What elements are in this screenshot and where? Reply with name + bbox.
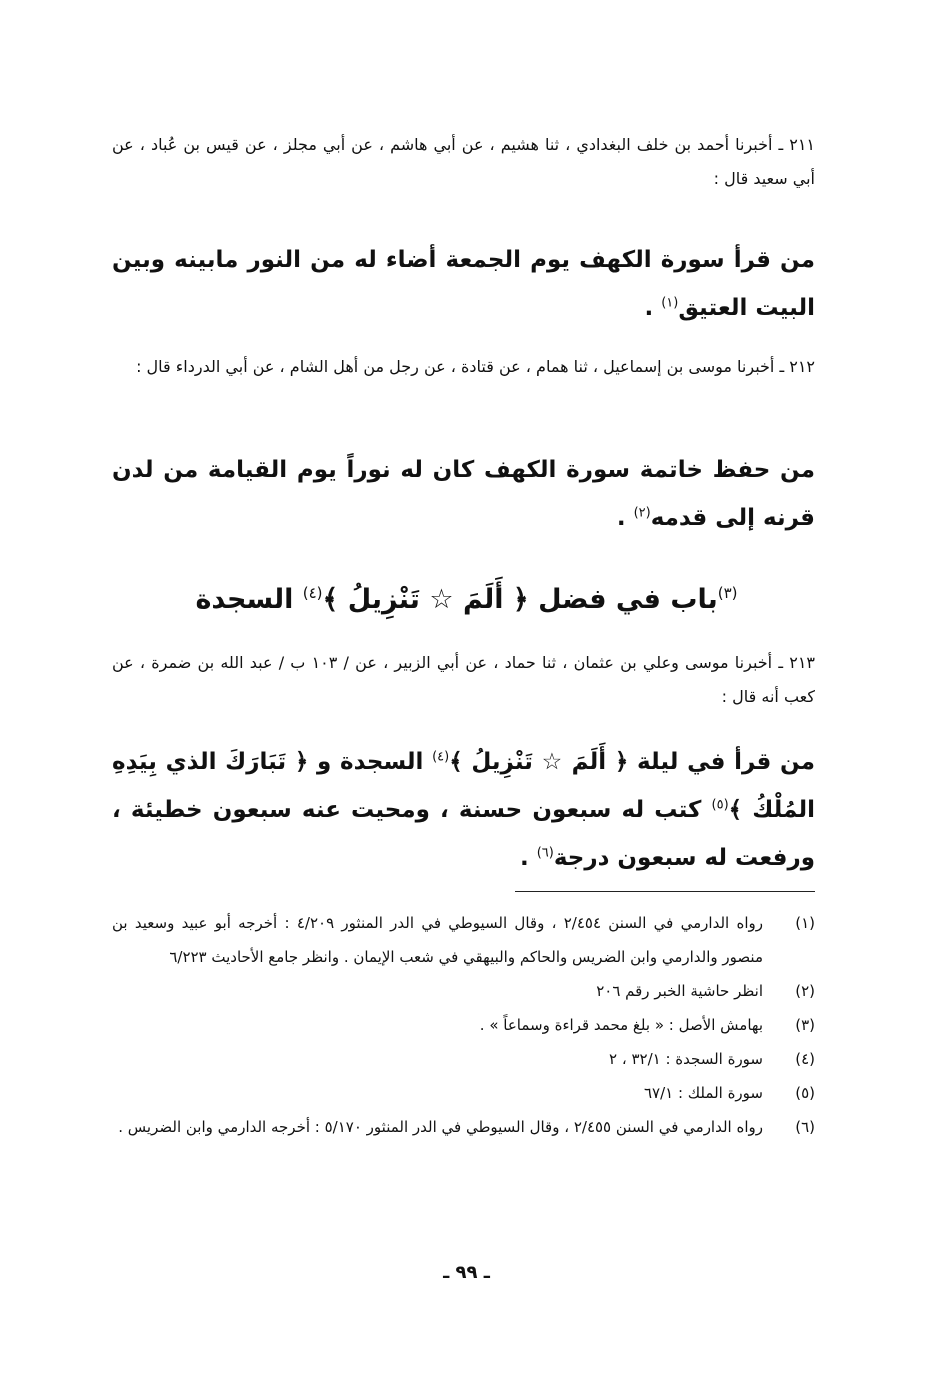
hadith-213-matn-part-1: من قرأ في ليلة ﴿ أَلَمَ ☆ تَنْزِيلُ ﴾	[449, 749, 815, 775]
footnote-item	[112, 1110, 815, 1144]
footnote-ref-1[interactable]: (١)	[661, 295, 679, 311]
footnote-number: (٢)	[795, 982, 815, 1000]
hadith-211-isnad: ٢١١ ـ أخبرنا أحمد بن خلف البغدادي ، ثنا هشيم ، عن أبي هاشم ، عن أبي مجلز ، عن قيس بن عُباد ، عن أبي سعيد قال :	[112, 135, 815, 188]
hadith-213-matn-part-3: كتب له سبعون حسنة ، ومحيت عنه سبعون خطيئة ، ورفعت له سبعون درجة	[112, 797, 815, 871]
hadith-213-isnad: ٢١٣ ـ أخبرنا موسى وعلي بن عثمان ، ثنا حماد ، عن أبي الزبير ، عن / ١٠٣ ب / عبد الله بن ضمرة ، عن كعب أنه قال :	[112, 653, 815, 706]
footnotes	[112, 906, 815, 1144]
footnote-number: (٤)	[795, 1050, 815, 1068]
hadith-212-isnad: ٢١٢ ـ أخبرنا موسى بن إسماعيل ، ثنا همام ، عن قتادة ، عن رجل من أهل الشام ، عن أبي الدرداء قال :	[136, 357, 815, 376]
footnote-item	[112, 1042, 815, 1076]
footnote-item	[112, 1008, 815, 1042]
chapter-heading-text: باب في فضل ﴿ أَلَمَ ☆ تَنْزِيلُ ﴾	[322, 584, 718, 615]
chapter-heading-surah: السجدة	[195, 584, 303, 615]
footnote-ref-4b[interactable]: (٤)	[432, 749, 450, 765]
footnote-item	[112, 974, 815, 1008]
hadith-212-matn: من حفظ خاتمة سورة الكهف كان له نوراً يوم القيامة من لدن قرنه إلى قدمه	[112, 457, 815, 531]
hadith-211-end: .	[644, 295, 662, 321]
footnote-text: سورة السجدة : ٣٢/١ ، ٢	[609, 1050, 763, 1068]
chapter-heading	[0, 580, 933, 620]
footnote-number: (١)	[795, 914, 815, 932]
hadith-213-end: .	[519, 845, 537, 871]
footnote-ref-2[interactable]: (٢)	[633, 505, 651, 521]
footnote-ref-3[interactable]: (٣)	[717, 584, 738, 602]
footnote-item	[112, 1076, 815, 1110]
footnote-text: انظر حاشية الخبر رقم ٢٠٦	[596, 982, 763, 1000]
footnote-text: سورة الملك : ٦٧/١	[643, 1084, 763, 1102]
hadith-212-matn-block	[112, 446, 815, 542]
hadith-213-matn-block	[112, 738, 815, 882]
footnote-ref-5[interactable]: (٥)	[711, 797, 729, 813]
footnote-ref-4[interactable]: (٤)	[302, 584, 323, 602]
footnote-item	[112, 906, 815, 974]
hadith-213-matn-part-2: السجدة و ﴿ تَبَارَكَ الذي بِيَدِهِ المُلْكُ ﴾	[112, 749, 815, 823]
footnote-ref-6[interactable]: (٦)	[536, 845, 554, 861]
page-number: ـ ٩٩ ـ	[443, 1262, 490, 1283]
footnote-number: (٦)	[795, 1118, 815, 1136]
footnote-text: رواه الدارمي في السنن ٢/٤٥٤ ، وقال السيوطي في الدر المنثور ٤/٢٠٩ : أخرجه أبو عبيد وسعيد بن منصور والدارمي وابن الضريس والحاكم والبيهقي في شعب الإيمان . وانظر جامع الأحاديث ٦/٢٢٣	[112, 914, 763, 966]
footnote-text: رواه الدارمي في السنن ٢/٤٥٥ ، وقال السيوطي في الدر المنثور ٥/١٧٠ : أخرجه الدارمي وابن الضريس .	[118, 1118, 763, 1136]
hadith-211-matn: من قرأ سورة الكهف يوم الجمعة أضاء له من النور مابينه وبين البيت العتيق	[112, 247, 815, 321]
hadith-211-matn-block	[112, 236, 815, 332]
footnote-number: (٥)	[795, 1084, 815, 1102]
footnote-text: بهامش الأصل : « بلغ محمد قراءة وسماعاً » .	[479, 1016, 763, 1034]
footnote-separator	[515, 891, 815, 892]
hadith-212-end: .	[616, 505, 634, 531]
footnote-number: (٣)	[795, 1016, 815, 1034]
